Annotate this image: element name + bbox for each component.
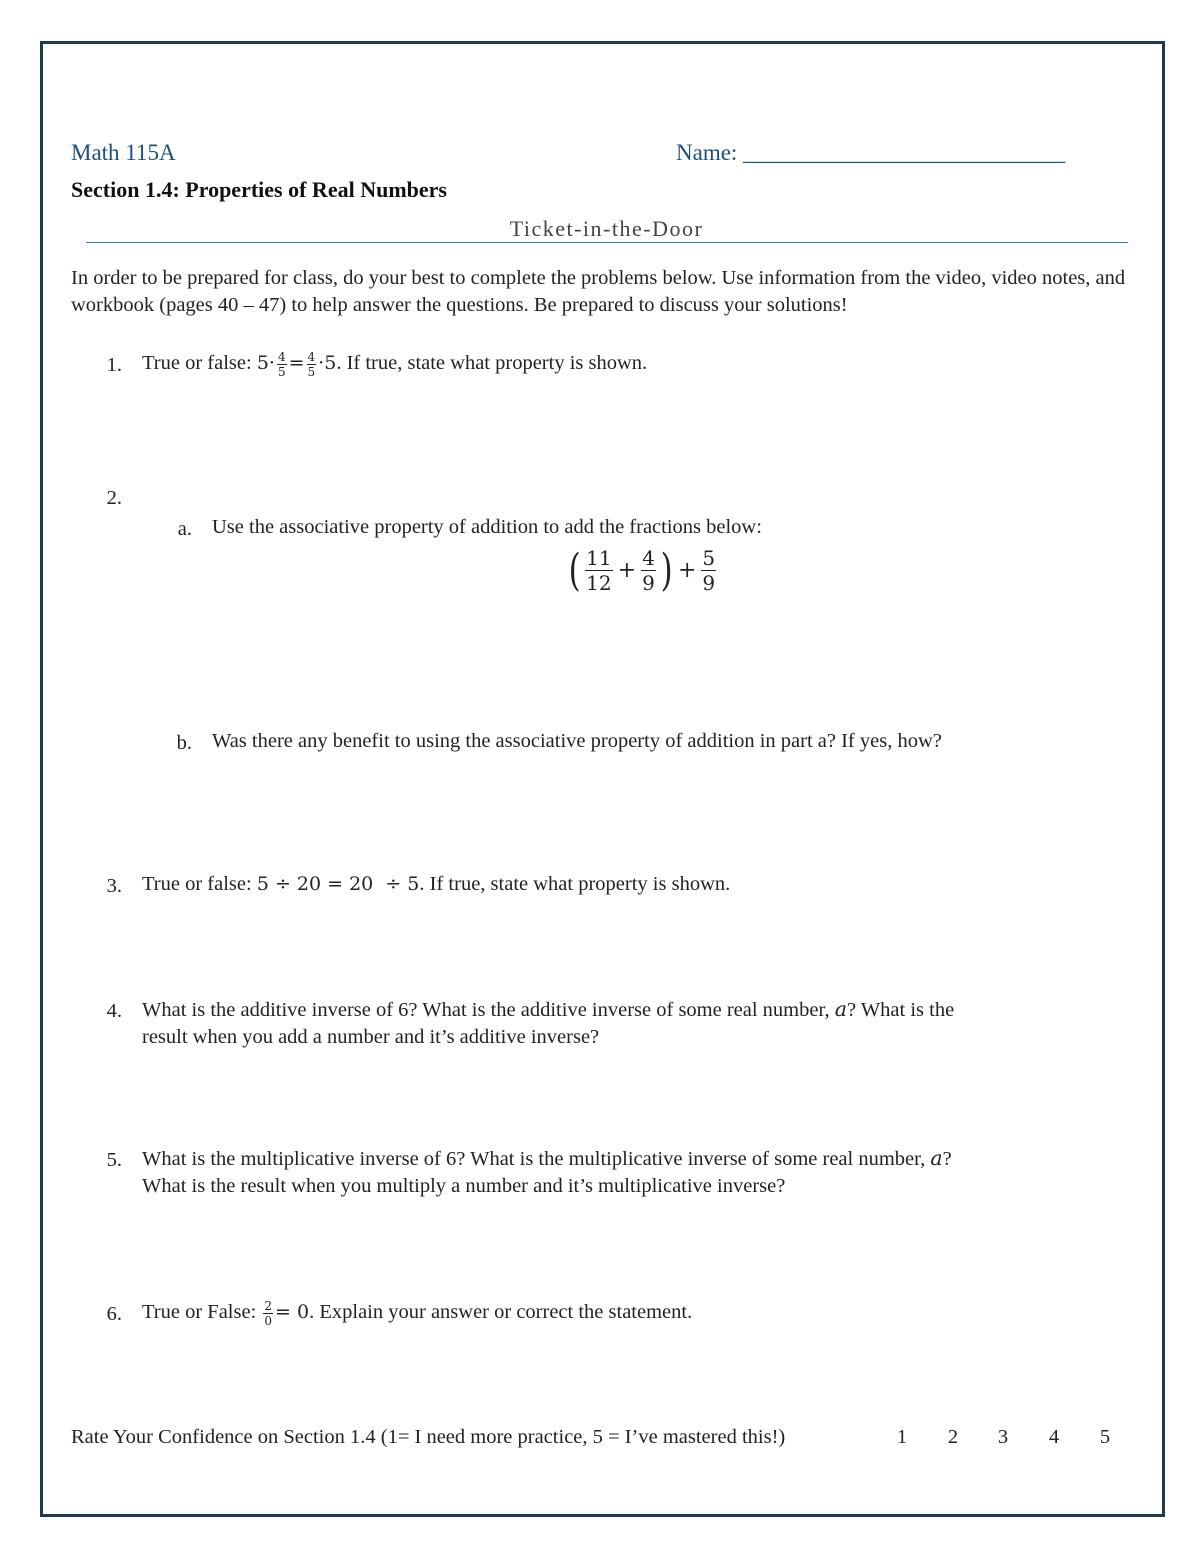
course-title: Math 115A	[71, 140, 176, 165]
frac-num-11: 11	[586, 546, 612, 570]
q6-suffix: . Explain your answer or correct the statement.	[309, 1301, 693, 1323]
page-border	[40, 41, 1165, 1517]
question-5-text	[142, 1145, 952, 1200]
q5-line-1	[142, 1145, 952, 1173]
fraction-4-9	[641, 548, 656, 593]
confidence-rating-label: Rate Your Confidence on Section 1.4 (1= I need more practice, 5 = I’ve mastered this!)	[71, 1426, 786, 1448]
q1-equals: =	[288, 352, 305, 374]
name-blank: ____________________________	[743, 140, 1066, 165]
q5-line-2: What is the result when you multiply a number and it’s multiplicative inverse?	[142, 1175, 786, 1197]
q1-dot-2: ·	[318, 352, 325, 374]
question-3-text	[142, 871, 730, 898]
frac-den-9b: 9	[702, 571, 716, 595]
question-3-number: 3.	[106, 875, 122, 897]
frac-num-4: 4	[642, 546, 655, 570]
question-2a-letter: a.	[177, 518, 192, 540]
question-6-text	[142, 1299, 692, 1327]
question-2b-letter: b.	[176, 732, 192, 754]
fraction-5-9	[701, 548, 716, 593]
q1-prefix: True or false:	[142, 352, 252, 374]
q4-line1-b: ? What is the	[846, 999, 955, 1021]
q6-equals-zero: = 0	[275, 1301, 310, 1323]
rating-option-5[interactable]: 5	[1099, 1426, 1111, 1448]
question-6-number: 6.	[106, 1303, 122, 1325]
q1-b: 5	[324, 352, 337, 374]
name-field	[676, 140, 1065, 166]
name-label: Name:	[676, 140, 738, 165]
rating-option-2[interactable]: 2	[947, 1426, 959, 1448]
q6-prefix: True or False:	[142, 1301, 257, 1323]
ticket-subtitle: Ticket-in-the-Door	[509, 216, 704, 241]
q1-fraction-2	[307, 351, 317, 378]
section-title: Section 1.4: Properties of Real Numbers	[71, 177, 447, 202]
question-2b-text: Was there any benefit to using the associative property of addition in part a? If yes, how?	[212, 730, 942, 752]
subtitle-divider	[86, 242, 1128, 243]
q1-frac2-den: 5	[307, 364, 316, 379]
q4-line-1	[142, 996, 954, 1024]
rating-option-3[interactable]: 3	[997, 1426, 1009, 1448]
q5-line1-b: ?	[942, 1148, 952, 1170]
question-1-number: 1.	[106, 354, 122, 376]
q4-line-2: result when you add a number and it’s additive inverse?	[142, 1026, 600, 1048]
right-paren: )	[660, 544, 673, 596]
question-4-text	[142, 996, 954, 1051]
frac-den-9a: 9	[642, 571, 655, 595]
rating-option-4[interactable]: 4	[1048, 1426, 1060, 1448]
fraction-11-12	[585, 548, 612, 593]
frac-num-5: 5	[702, 546, 716, 570]
q6-fraction	[263, 1300, 273, 1327]
question-2a-text: Use the associative property of addition to add the fractions below:	[212, 516, 762, 538]
q1-frac2-num: 4	[307, 349, 316, 364]
question-1-text	[142, 350, 647, 378]
q1-suffix: . If true, state what property is shown.	[336, 352, 648, 374]
q3-prefix: True or false:	[142, 873, 252, 895]
q4-variable: a	[834, 997, 847, 1021]
plus-sign-2: +	[677, 558, 697, 583]
question-4-number: 4.	[106, 1000, 122, 1022]
q1-frac1-den: 5	[277, 364, 286, 379]
question-5-number: 5.	[106, 1149, 122, 1171]
q4-line1-a: What is the additive inverse of 6? What is the additive inverse of some real number,	[142, 999, 830, 1021]
q1-fraction-1	[277, 351, 287, 378]
q5-line1-a: What is the multiplicative inverse of 6? What is the multiplicative inverse of some real number,	[142, 1148, 926, 1170]
frac-den-12: 12	[586, 571, 612, 595]
q3-math: 5 ÷ 20 = 20 ÷ 5	[256, 873, 420, 895]
question-2-number: 2.	[106, 487, 122, 509]
intro-paragraph: In order to be prepared for class, do your best to complete the problems below. Use information from the video, video notes, and workbook (pages 40 – 47) to help answer the questions. Be prepared to discuss your solutions!	[71, 267, 1126, 316]
q1-a: 5	[256, 352, 269, 374]
fraction-expression	[566, 544, 718, 596]
q1-frac1-num: 4	[277, 349, 286, 364]
q6-frac-num: 2	[264, 1298, 273, 1313]
left-paren: (	[568, 544, 581, 596]
q6-frac-den: 0	[264, 1313, 273, 1328]
rating-option-1[interactable]: 1	[896, 1426, 908, 1448]
plus-sign-1: +	[617, 558, 637, 583]
q3-suffix: . If true, state what property is shown.	[419, 873, 731, 895]
q1-dot-1: ·	[268, 352, 275, 374]
q5-variable: a	[930, 1146, 943, 1170]
